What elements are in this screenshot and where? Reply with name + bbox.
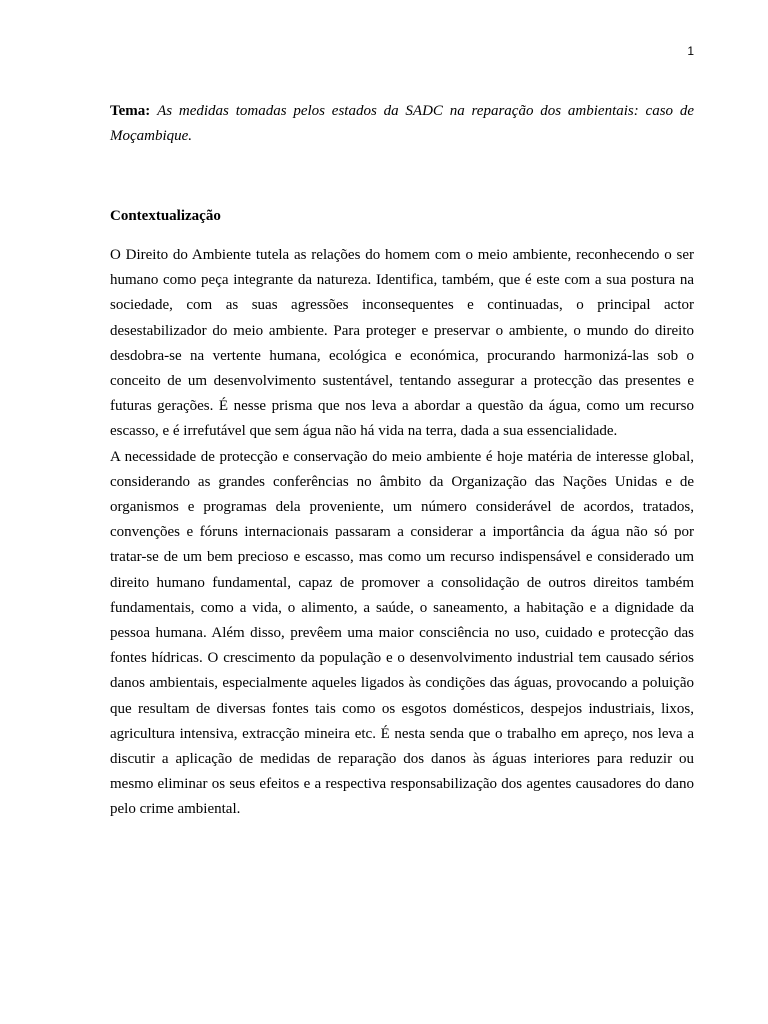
page-number: 1	[687, 44, 694, 58]
paragraph-1: O Direito do Ambiente tutela as relações do homem com o meio ambiente, reconhecendo o ser humano como peça integrante da natureza. Identifica, também, que é este com a sua postura na sociedade, com as suas agressões inconsequentes e continuadas, o principal actor desestabilizador do meio ambiente. Para proteger e preservar o ambiente, o mundo do direito desdobra-se na vertente humana, ecológica e económica, procurando harmonizá-las sob o conceito de um desenvolvimento sustentável, tentando assegurar a protecção das presentes e futuras gerações. É nesse prisma que nos leva a abordar a questão da água, como um recurso escasso, e é irrefutável que sem água não há vida na terra, dada a sua essencialidade.	[110, 247, 694, 440]
tema-label: Tema:	[110, 103, 151, 119]
section-heading: Contextualização	[110, 208, 221, 224]
tema-line	[110, 99, 694, 149]
page-content	[110, 99, 695, 818]
tema-text: As medidas tomadas pelos estados da SADC na reparação dos ambientais: caso de Moçambique.	[110, 103, 695, 144]
paragraph-2: A necessidade de protecção e conservação do meio ambiente é hoje matéria de interesse global, considerando as grandes conferências no âmbito da Organização das Nações Unidas e de organismos e programas dela proveniente, um número considerável de acordos, tratados, convenções e fóruns internacionais passaram a considerar a importância da água não só por tratar-se de um bem precioso e escasso, mas como um recurso indispensável e considerado um direito humano fundamental, capaz de promover a consolidação de outros direitos também fundamentais, como a vida, o alimento, a saúde, o saneamento, a habitação e a dignidade da pessoa humana. Além disso, prevêem uma maior consciência no uso, cuidado e protecção das fontes hídricas. O crescimento da população e o desenvolvimento industrial tem causado sérios danos ambientais, especialmente aqueles ligados às condições das águas, provocando a poluição que resultam de diversas fontes tais como os esgotos domésticos, despejos industriais, lixos, agricultura intensiva, extracção mineira etc. É nesta senda que o trabalho em apreço, nos leva a discutir a aplicação de medidas de reparação dos danos às águas interiores para reduzir ou mesmo eliminar os seus efeitos e a respectiva responsabilização dos agentes causadores do dano pelo crime ambiental.	[110, 448, 694, 818]
section-body	[110, 243, 694, 823]
